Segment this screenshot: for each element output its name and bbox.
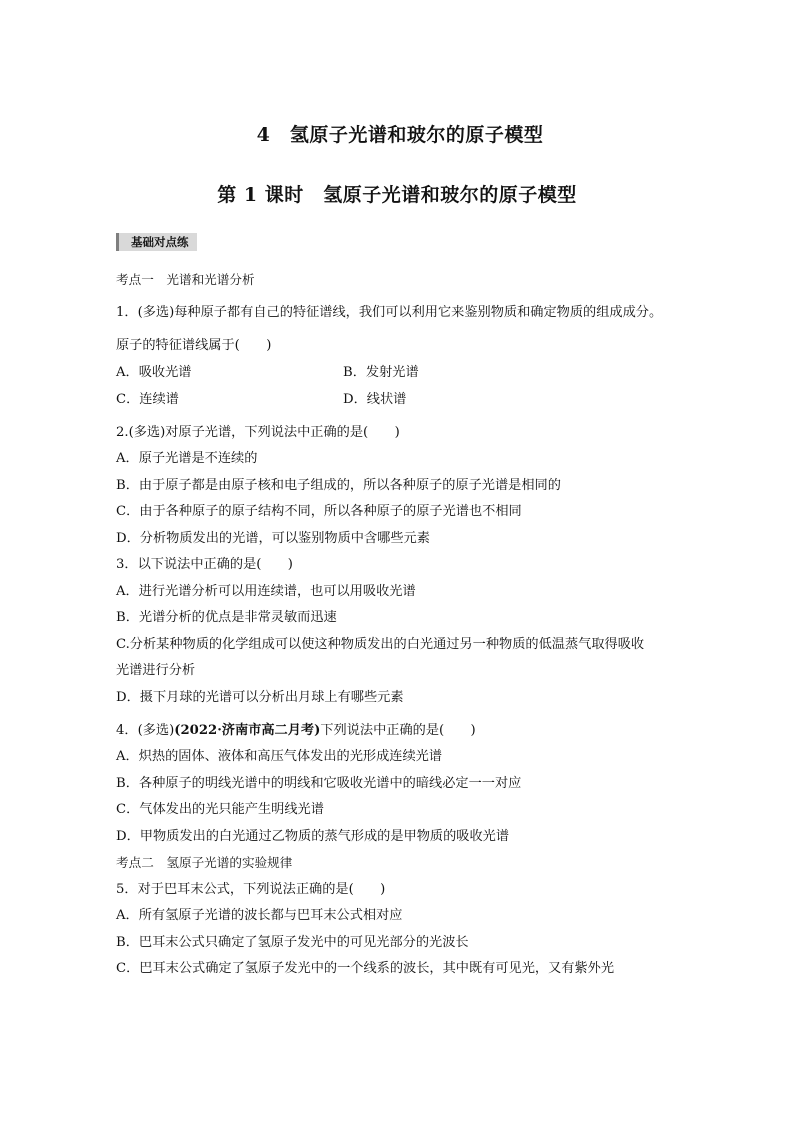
section-tag: 基础对点练 xyxy=(116,233,197,251)
q4-stem xyxy=(116,717,686,744)
q3-stem: 3．以下说法中正确的是( ) xyxy=(116,557,293,572)
q5-option-a: A．所有氢原子光谱的波长都与巴耳末公式相对应 xyxy=(116,908,403,923)
q4-option-d: D．甲物质发出的白光通过乙物质的蒸气形成的是甲物质的吸收光谱 xyxy=(116,828,510,844)
q2-option-c: C．由于各种原子的原子结构不同，所以各种原子的原子光谱也不相同 xyxy=(116,504,522,519)
q4-stem-prefix: 4．(多选) xyxy=(116,723,175,738)
q1-option-b: B．发射光谱 xyxy=(343,365,419,380)
kaodian-heading-2: 考点二 氢原子光谱的实验规律 xyxy=(116,855,293,870)
q4-option-c: C．气体发出的光只能产生明线光谱 xyxy=(116,802,324,817)
q3-option-c-line1: C.分析某种物质的化学组成可以使这种物质发出的白光通过另一种物质的低温蒸气取得吸收 xyxy=(116,636,645,652)
q2-option-d: D．分析物质发出的光谱，可以鉴别物质中含哪些元素 xyxy=(116,530,430,546)
lesson-subtitle: 第 1 课时 氢原子光谱和玻尔的原子模型 xyxy=(217,184,577,206)
q1-options-row1 xyxy=(116,359,686,386)
q1-stem-line2: 原子的特征谱线属于( ) xyxy=(116,338,272,353)
exercise-content xyxy=(116,266,686,983)
q4-option-b: B．各种原子的明线光谱中的明线和它吸收光谱中的暗线必定一一对应 xyxy=(116,775,522,791)
q1-option-d: D．线状谱 xyxy=(343,392,407,407)
q4-source: (2022·济南市高二月考) xyxy=(174,723,321,738)
q2-option-b: B．由于原子都是由原子核和电子组成的，所以各种原子的原子光谱是相同的 xyxy=(116,477,561,493)
q2-option-a: A．原子光谱是不连续的 xyxy=(116,451,258,466)
kaodian-heading-1: 考点一 光谱和光谱分析 xyxy=(116,272,255,287)
q1-stem-line1: 1．(多选)每种原子都有自己的特征谱线，我们可以利用它来鉴别物质和确定物质的组成成分。 xyxy=(116,305,663,320)
q3-option-c-line2: 光谱进行分析 xyxy=(116,663,196,678)
q3-option-b: B．光谱分析的优点是非常灵敏而迅速 xyxy=(116,610,337,625)
q5-option-c: C．巴耳末公式确定了氢原子发光中的一个线系的波长，其中既有可见光，又有紫外光 xyxy=(116,961,615,976)
q1-options-row2 xyxy=(116,386,686,413)
q5-option-b: B．巴耳末公式只确定了氢原子发光中的可见光部分的光波长 xyxy=(116,934,469,950)
q1-option-a: A．吸收光谱 xyxy=(116,365,192,380)
q5-stem: 5．对于巴耳末公式，下列说法正确的是( ) xyxy=(116,881,386,897)
q3-option-a: A．进行光谱分析可以用连续谱，也可以用吸收光谱 xyxy=(116,583,416,599)
q2-stem: 2.(多选)对原子光谱，下列说法中正确的是( ) xyxy=(116,425,400,440)
q4-option-a: A．炽热的固体、液体和高压气体发出的光形成连续光谱 xyxy=(116,749,443,764)
lesson-title: 4 氢原子光谱和玻尔的原子模型 xyxy=(256,124,544,146)
q3-option-d: D．摄下月球的光谱可以分析出月球上有哪些元素 xyxy=(116,689,404,705)
q1-option-c: C．连续谱 xyxy=(116,392,179,407)
q4-stem-suffix: 下列说法中正确的是( ) xyxy=(320,723,476,738)
